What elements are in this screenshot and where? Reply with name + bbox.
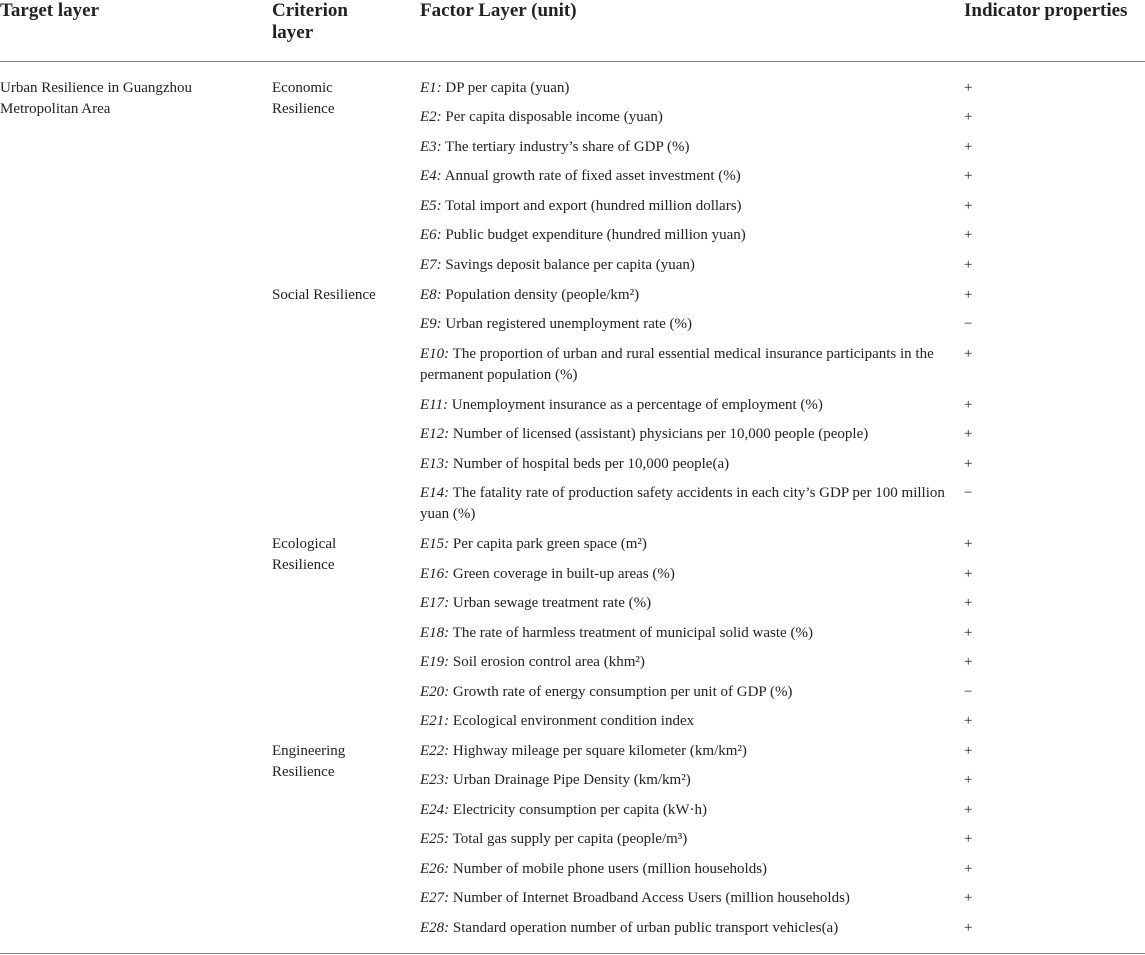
factor-cell [420, 829, 948, 850]
factor-cell [420, 652, 948, 673]
factor-code: E1: [420, 80, 442, 96]
factor-text: Standard operation number of urban public transport vehicles(a) [452, 920, 839, 936]
factor-text: Number of mobile phone users (million households) [452, 861, 768, 877]
factor-cell [420, 483, 948, 525]
factor-text: Population density (people/km²) [445, 287, 640, 303]
factor-code: E3: [420, 139, 442, 155]
indicator-property: + [964, 109, 973, 125]
factor-cell [420, 711, 948, 732]
bottom-rule [0, 953, 1145, 954]
factor-code: E6: [420, 227, 442, 243]
factor-cell [420, 314, 948, 335]
factor-text: Per capita park green space (m²) [452, 536, 647, 552]
indicator-property: − [964, 316, 973, 332]
factor-code: E4: [420, 168, 442, 184]
header-indicator-properties: Indicator properties [964, 0, 1128, 21]
header-criterion-layer: Criterion layer [272, 0, 348, 43]
indicator-property: + [964, 772, 973, 788]
factor-cell [420, 534, 948, 555]
factor-code: E24: [420, 802, 450, 818]
factor-cell [420, 888, 948, 909]
factor-code: E22: [420, 743, 450, 759]
header-factor-layer: Factor Layer (unit) [420, 0, 577, 21]
indicator-property: + [964, 920, 973, 936]
indicator-property: + [964, 536, 973, 552]
factor-text: Urban registered unemployment rate (%) [445, 316, 692, 332]
indicator-property: + [964, 743, 973, 759]
indicator-property: + [964, 456, 973, 472]
factor-code: E17: [420, 595, 450, 611]
factor-code: E14: [420, 485, 450, 501]
factor-cell [420, 859, 948, 880]
factor-code: E16: [420, 566, 450, 582]
factor-code: E9: [420, 316, 442, 332]
factor-cell [420, 682, 948, 703]
factor-code: E18: [420, 625, 450, 641]
factor-code: E8: [420, 287, 442, 303]
factor-code: E5: [420, 198, 442, 214]
factor-code: E28: [420, 920, 450, 936]
indicator-property: + [964, 802, 973, 818]
factor-cell [420, 196, 948, 217]
factor-text: Soil erosion control area (khm²) [452, 654, 645, 670]
factor-text: The rate of harmless treatment of municipal solid waste (%) [452, 625, 813, 641]
indicator-property: + [964, 168, 973, 184]
factor-cell [420, 918, 948, 939]
indicator-property: + [964, 426, 973, 442]
criterion-engineering: Engineering Resilience [272, 743, 346, 780]
factor-cell [420, 454, 948, 475]
factor-code: E2: [420, 109, 442, 125]
factor-cell [420, 166, 948, 187]
factor-text: Ecological environment condition index [452, 713, 695, 729]
factor-text: Per capita disposable income (yuan) [445, 109, 663, 125]
target-layer-cell: Urban Resilience in Guangzhou Metropolitan Area [0, 80, 193, 117]
factor-text: Highway mileage per square kilometer (km/km²) [452, 743, 747, 759]
factor-text: Number of licensed (assistant) physicians per 10,000 people (people) [452, 426, 869, 442]
indicator-property: + [964, 257, 973, 273]
factor-text: Growth rate of energy consumption per unit of GDP (%) [452, 684, 793, 700]
indicator-property: + [964, 595, 973, 611]
criterion-ecological: Ecological Resilience [272, 536, 337, 573]
factor-code: E11: [420, 397, 449, 413]
factor-text: Urban Drainage Pipe Density (km/km²) [452, 772, 691, 788]
factor-code: E7: [420, 257, 442, 273]
factor-cell [420, 395, 948, 416]
criterion-economic: Economic Resilience [272, 80, 335, 117]
factor-text: Electricity consumption per capita (kW·h) [452, 802, 707, 818]
indicator-property: + [964, 227, 973, 243]
factor-code: E25: [420, 831, 450, 847]
factor-code: E13: [420, 456, 450, 472]
indicator-property: + [964, 139, 973, 155]
factor-code: E15: [420, 536, 450, 552]
factor-cell [420, 107, 948, 128]
factor-cell [420, 770, 948, 791]
factor-text: The fatality rate of production safety accidents in each city’s GDP per 100 million yuan (%) [420, 485, 945, 522]
indicator-property: + [964, 287, 973, 303]
factor-cell [420, 741, 948, 762]
factor-text: Total gas supply per capita (people/m³) [452, 831, 688, 847]
indicator-property: + [964, 713, 973, 729]
factor-text: Savings deposit balance per capita (yuan) [445, 257, 695, 273]
factor-text: The proportion of urban and rural essential medical insurance participants in the permanent population (%) [420, 346, 934, 383]
factor-cell [420, 255, 948, 276]
factor-text: Total import and export (hundred million dollars) [445, 198, 742, 214]
factor-cell [420, 344, 948, 386]
factor-text: The tertiary industry’s share of GDP (%) [445, 139, 690, 155]
factor-cell [420, 225, 948, 246]
indicator-property: + [964, 890, 973, 906]
factor-text: Number of Internet Broadband Access Users (million households) [452, 890, 850, 906]
indicator-property: + [964, 654, 973, 670]
indicator-property: + [964, 625, 973, 641]
factor-cell [420, 285, 948, 306]
indicator-property: + [964, 831, 973, 847]
factor-text: Urban sewage treatment rate (%) [452, 595, 652, 611]
indicator-property: + [964, 346, 973, 362]
factor-text: Annual growth rate of fixed asset investment (%) [444, 168, 741, 184]
factor-cell [420, 424, 948, 445]
factor-text: Number of hospital beds per 10,000 people(a) [452, 456, 730, 472]
factor-code: E27: [420, 890, 450, 906]
header-target-layer: Target layer [0, 0, 100, 21]
factor-cell [420, 137, 948, 158]
factor-text: DP per capita (yuan) [445, 80, 570, 96]
factor-text: Green coverage in built-up areas (%) [452, 566, 675, 582]
factor-cell [420, 593, 948, 614]
factor-code: E23: [420, 772, 450, 788]
factor-cell [420, 623, 948, 644]
factor-code: E10: [420, 346, 450, 362]
factor-code: E21: [420, 713, 450, 729]
factor-cell [420, 564, 948, 585]
criterion-social: Social Resilience [272, 287, 376, 303]
factor-code: E19: [420, 654, 450, 670]
indicator-property: + [964, 397, 973, 413]
factor-cell [420, 78, 948, 99]
indicator-property: − [964, 684, 973, 700]
factor-text: Unemployment insurance as a percentage of employment (%) [451, 397, 823, 413]
indicator-property: + [964, 566, 973, 582]
factor-code: E20: [420, 684, 450, 700]
factor-cell [420, 800, 948, 821]
indicator-property: + [964, 861, 973, 877]
indicator-property: + [964, 80, 973, 96]
factor-code: E26: [420, 861, 450, 877]
indicator-property: − [964, 485, 973, 501]
factor-text: Public budget expenditure (hundred million yuan) [445, 227, 746, 243]
indicator-property: + [964, 198, 973, 214]
factor-code: E12: [420, 426, 450, 442]
header-rule [0, 61, 1145, 62]
